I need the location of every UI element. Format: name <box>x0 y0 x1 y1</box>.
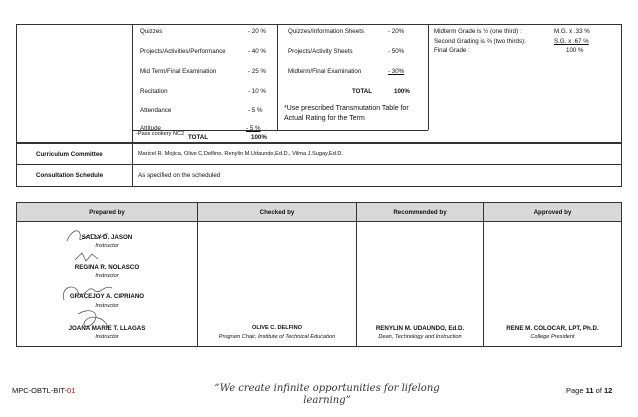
grading-row: Final Grade : 100 % <box>434 47 584 54</box>
grading-row: Midterm Grade is ½ (one third) : M.G. x .33 % <box>434 28 590 35</box>
grading-row: Second Grading is ⅔ (two thirds): S.G. x .67 % <box>434 38 589 45</box>
footer-code-number: 01 <box>67 386 76 395</box>
grading-row: Midterm/Final Examination - 30% <box>288 68 405 75</box>
grading-row: Quizzes/Information Sheets - 20% <box>288 28 405 35</box>
grading-row: Attitude - 5 % <box>140 125 261 132</box>
prepared-name: JOANA MARIE T. LLAGAS <box>68 325 146 332</box>
grading-row: Projects/Activities/Performance - 40 % <box>140 48 266 55</box>
header-recommended-by: Recommended by <box>393 209 447 216</box>
grading-row: Projects/Activity Sheets - 50% <box>288 48 405 55</box>
grading-row: Attendance - 5 % <box>140 107 263 114</box>
prepared-name: GRACEJOY A. CIPRIANO <box>69 293 145 300</box>
grading-divider-mid2 <box>428 24 429 130</box>
signature-regina <box>72 250 102 264</box>
grading-col1 <box>140 28 272 142</box>
prepared-role: Instructor <box>95 334 119 340</box>
grading-row: Quizzes - 20 % <box>140 28 266 35</box>
prepared-role: Instructor <box>95 243 119 249</box>
grading-col3 <box>434 28 618 56</box>
grading-divider-mid1 <box>277 24 278 130</box>
checked-name: OLIVE C. DELFINO <box>251 325 303 331</box>
grading-row: Mid Term/Final Examination - 25 % <box>140 68 266 75</box>
prepared-name: SALLY D. JASON <box>81 234 133 241</box>
header-approved-by: Approved by <box>533 209 572 216</box>
footer-motto: “We create infinite opportunities for lifelong learning” <box>214 383 440 406</box>
grading-total-row: TOTAL 100% <box>352 88 410 95</box>
prepared-name: REGINA R. NOLASCO <box>74 264 140 271</box>
header-prepared-by: Prepared by <box>89 209 125 216</box>
committee-value: Maricel R. Mojica, Olive C.Delfino, Renylin M.Udaundo,Ed.D., Vilma J.Sugay,Ed.D. <box>138 151 343 157</box>
checked-role: Program Chair, Institute of Technical Education <box>218 334 336 340</box>
header-checked-by: Checked by <box>259 209 295 216</box>
grading-total-row: TOTAL 100% <box>188 134 267 141</box>
consultation-label: Consultation Schedule <box>36 172 104 179</box>
footer-page: Page 11 of 12 <box>566 386 613 395</box>
prepared-role: Instructor <box>95 273 119 279</box>
approved-name: RENE M. COLOCAR, LPT, Ph.D. <box>506 325 599 332</box>
prepared-role: Instructor <box>95 303 119 309</box>
grading-col2 <box>288 28 424 108</box>
grading-row: Recitation - 10 % <box>140 88 266 95</box>
recommended-role: Dean, Technology and Instruction <box>378 334 462 340</box>
grading-note-col1: -Pass cookery NC2 <box>136 131 185 137</box>
consultation-row <box>16 164 622 187</box>
footer-code <box>12 386 75 395</box>
approved-role: College President <box>530 334 575 340</box>
grading-note-col2: *Use prescribed Transmutation Table for Actual Rating for the Term <box>284 105 409 122</box>
consultation-value: As specified on the scheduled <box>138 172 221 179</box>
recommended-name: RENYLIN M. UDAUNDO, Ed.D. <box>375 325 465 332</box>
committee-label: Curriculum Committee <box>36 151 103 158</box>
footer-code-prefix: MPC-OBTL-BIT- <box>12 386 68 395</box>
signatory-header-line <box>16 221 622 222</box>
